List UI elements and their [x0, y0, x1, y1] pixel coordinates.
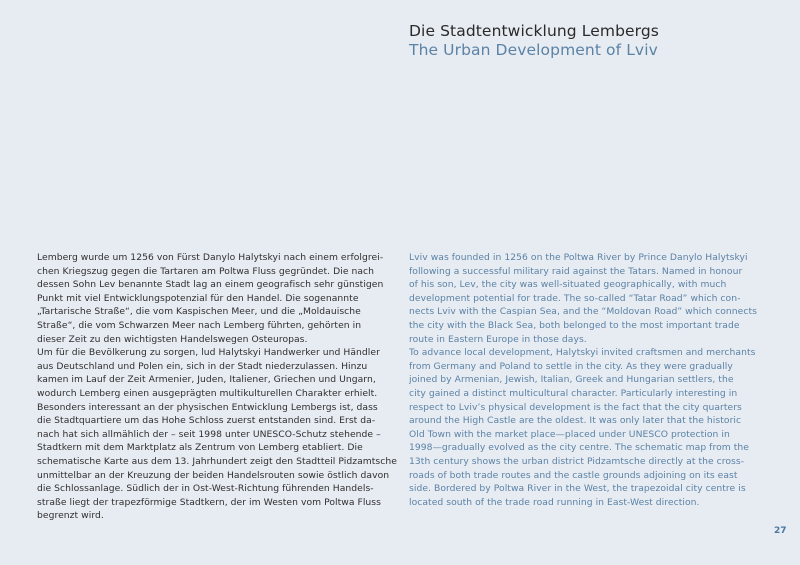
text-line: begrenzt wird.: [37, 510, 104, 522]
text-line: Besonders interessant an der physischen Entwicklung Lembergs ist, dass: [37, 401, 378, 413]
text-line: development potential for trade. The so-called “Tatar Road” which con-: [409, 292, 741, 304]
text-line: the city with the Black Sea, both belonged to the most important trade: [409, 319, 740, 331]
text-line: wodurch Lemberg einen ausgeprägten multikulturellen Charakter erhielt.: [37, 387, 378, 399]
text-line: following a successful military raid against the Tatars. Named in honour: [409, 265, 743, 277]
text-line: unmittelbar an der Kreuzung der beiden Handelsrouten sowie östlich davon: [37, 469, 390, 481]
text-line: route in Eastern Europe in those days.: [409, 333, 587, 345]
text-line: city gained a distinct multicultural character. Particularly interesting in: [409, 387, 738, 399]
text-line: around the High Castle are the oldest. It was only later that the historic: [409, 415, 742, 427]
page-title-german: Die Stadtentwicklung Lembergs: [409, 22, 659, 40]
text-line: schematische Karte aus dem 13. Jahrhundert zeigt den Stadtteil Pidzamtsche: [37, 455, 397, 467]
text-line: Punkt mit viel Entwicklungspotenzial für den Handel. Die sogenannte: [37, 292, 359, 304]
page-title-block: [409, 22, 659, 60]
text-line: joined by Armenian, Jewish, Italian, Greek and Hungarian settlers, the: [409, 374, 734, 386]
text-line: nects Lviv with the Caspian Sea, and the “Moldovan Road” which connects: [409, 306, 757, 318]
text-line: straße liegt der trapezförmige Stadtkern, der im Westen vom Poltwa Fluss: [37, 496, 381, 508]
text-line: die Stadtquartiere um das Hohe Schloss zuerst entstanden sind. Erst da-: [37, 415, 376, 427]
text-line: Stadtkern mit dem Marktplatz als Zentrum von Lemberg etabliert. Die: [37, 442, 363, 454]
text-line: Lemberg wurde um 1256 von Fürst Danylo Halytskyi nach einem erfolgrei-: [37, 252, 384, 263]
page-title-english: The Urban Development of Lviv: [409, 41, 658, 59]
text-line: Lviv was founded in 1256 on the Poltwa River by Prince Danylo Halytskyi: [409, 252, 748, 263]
text-line: chen Kriegszug gegen die Tartaren am Poltwa Fluss gegründet. Die nach: [37, 265, 375, 277]
text-line: dieser Zeit zu den wichtigsten Handelswegen Osteuropas.: [37, 333, 308, 345]
page-number: 27: [774, 526, 787, 536]
text-line: side. Bordered by Poltwa River in the West, the trapezoidal city centre is: [409, 483, 746, 495]
text-line: from Germany and Poland to settle in the city. As they were gradually: [409, 360, 733, 372]
text-line: die Schlossanlage. Südlich der in Ost-West-Richtung führenden Handels-: [37, 483, 374, 495]
text-line: „Tartarische Straße“, die vom Kaspischen Meer, und die „Moldauische: [37, 306, 361, 318]
text-line: To advance local development, Halytskyi invited craftsmen and merchants: [409, 347, 756, 359]
text-line: Old Town with the market place—placed under UNESCO protection in: [409, 428, 730, 440]
german-text-column: [37, 251, 397, 523]
text-line: aus Deutschland und Polen ein, sich in der Stadt niederzulassen. Hinzu: [37, 360, 368, 372]
text-line: of his son, Lev, the city was well-situated geographically, with much: [409, 279, 727, 291]
text-line: Um für die Bevölkerung zu sorgen, lud Halytskyi Handwerker und Händler: [37, 347, 380, 359]
text-line: roads of both trade routes and the castle grounds adjoining on its east: [409, 469, 738, 481]
text-line: 1998—gradually evolved as the city centre. The schematic map from the: [409, 442, 749, 454]
english-text-column: [409, 251, 769, 509]
text-line: Straße“, die vom Schwarzen Meer nach Lemberg führten, gehörten in: [37, 319, 362, 331]
text-line: kamen im Lauf der Zeit Armenier, Juden, Italiener, Griechen und Ungarn,: [37, 374, 376, 386]
text-line: respect to Lviv’s physical development is the fact that the city quarters: [409, 401, 742, 413]
text-line: dessen Sohn Lev benannte Stadt lag an einem geografisch sehr günstigen: [37, 279, 384, 291]
text-line: nach hat sich allmählich der – seit 1998 unter UNESCO-Schutz stehende –: [37, 428, 381, 440]
text-line: 13th century shows the urban district Pidzamtsche directly at the cross-: [409, 455, 745, 467]
text-line: located south of the trade road running in East-West direction.: [409, 496, 700, 508]
